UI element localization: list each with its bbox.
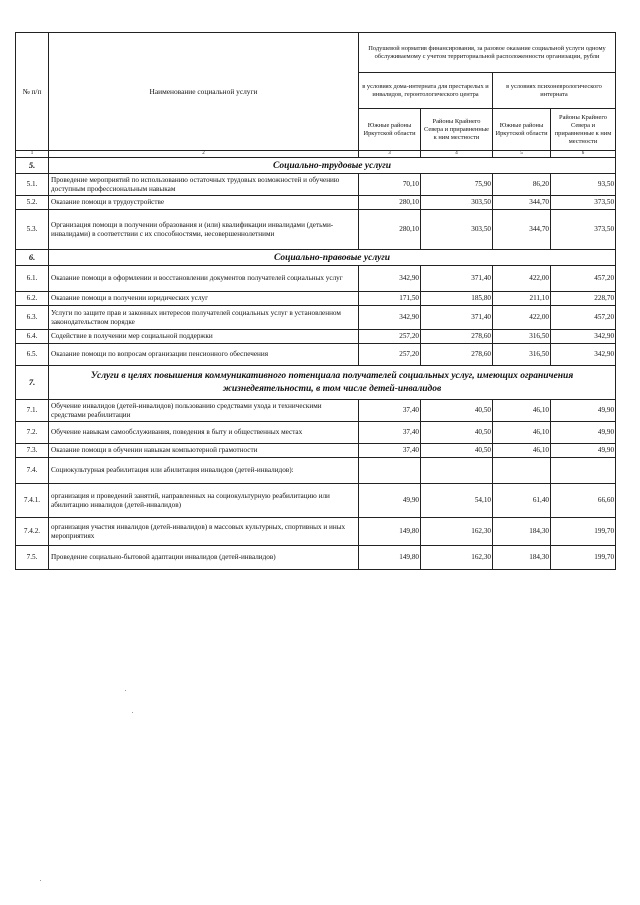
section-row — [16, 158, 616, 174]
column-number: 4 — [421, 151, 493, 158]
value-north-a: 40,50 — [421, 422, 493, 444]
row-number: 7.2. — [16, 422, 49, 444]
row-number: 6.3. — [16, 306, 49, 330]
table-row — [16, 266, 616, 292]
value-north-a: 40,50 — [421, 444, 493, 458]
value-south-b: 184,30 — [493, 546, 551, 570]
value-north-a — [421, 458, 493, 484]
service-name: Проведение социально-бытовой адаптации инвалидов (детей-инвалидов) — [49, 546, 359, 570]
header-service-name: Наименование социальной услуги — [49, 33, 359, 151]
header-south-a: Южные районы Иркутской области — [359, 109, 421, 151]
row-number: 7.4.2. — [16, 518, 49, 546]
table-row — [16, 344, 616, 366]
value-south-a: 149,80 — [359, 518, 421, 546]
table-row — [16, 292, 616, 306]
row-number: 7. — [16, 366, 49, 400]
service-name: организация участия инвалидов (детей-инвалидов) в массовых культурных, спортивных и иных мероприятиях — [49, 518, 359, 546]
scan-speck — [132, 712, 133, 713]
value-north-a: 75,90 — [421, 174, 493, 196]
value-north-b: 342,90 — [551, 344, 616, 366]
value-north-a: 162,30 — [421, 546, 493, 570]
value-north-b: 457,20 — [551, 266, 616, 292]
column-numbers-row — [16, 151, 616, 158]
value-south-b: 344,70 — [493, 210, 551, 250]
row-number: 7.3. — [16, 444, 49, 458]
value-south-b: 46,10 — [493, 400, 551, 422]
section-row — [16, 366, 616, 400]
service-name: Проведение мероприятий по использованию остаточных трудовых возможностей и обучению доступным профессиональным навыкам — [49, 174, 359, 196]
service-name: Организация помощи в получении образования и (или) квалификации инвалидами (детьми-инвалидами) в соответствии с их способностями, несовершеннолетними — [49, 210, 359, 250]
value-south-a: 342,90 — [359, 266, 421, 292]
row-number: 6.2. — [16, 292, 49, 306]
value-south-a: 37,40 — [359, 400, 421, 422]
service-name: Обучение инвалидов (детей-инвалидов) пользованию средствами ухода и техническими средствами реабилитации — [49, 400, 359, 422]
value-north-b: 49,90 — [551, 400, 616, 422]
value-north-b: 199,70 — [551, 518, 616, 546]
header-funding: Подушевой норматив финансирования, за разовое оказание социальной услуги одному обслуживаемому с учетом территориальной расположенности организации, рубли — [359, 33, 616, 73]
value-north-a: 303,50 — [421, 196, 493, 210]
value-north-b: 342,90 — [551, 330, 616, 344]
value-south-b: 184,30 — [493, 518, 551, 546]
header-group-boarding-home: в условиях дома-интерната для престарелых и инвалидов, геронтологического центра — [359, 73, 493, 109]
table-row — [16, 444, 616, 458]
row-number: 5.3. — [16, 210, 49, 250]
scan-speck — [40, 880, 41, 881]
service-name: Оказание помощи по вопросам организации пенсионного обеспечения — [49, 344, 359, 366]
header-num: № п/п — [16, 33, 49, 151]
row-number: 6.4. — [16, 330, 49, 344]
value-north-b: 66,60 — [551, 484, 616, 518]
row-number: 5. — [16, 158, 49, 174]
value-north-a: 278,60 — [421, 344, 493, 366]
value-north-a: 54,10 — [421, 484, 493, 518]
table-row — [16, 422, 616, 444]
service-name: Оказание помощи в оформлении и восстановлении документов получателей социальных услуг — [49, 266, 359, 292]
value-north-b: 199,70 — [551, 546, 616, 570]
service-name: Содействие в получении мер социальной поддержки — [49, 330, 359, 344]
value-north-b — [551, 458, 616, 484]
table-row — [16, 306, 616, 330]
value-north-a: 371,40 — [421, 266, 493, 292]
row-number: 7.5. — [16, 546, 49, 570]
table-row — [16, 400, 616, 422]
value-south-a: 171,50 — [359, 292, 421, 306]
table-row — [16, 484, 616, 518]
service-name: Оказание помощи в получении юридических услуг — [49, 292, 359, 306]
column-number: 1 — [16, 151, 49, 158]
section-row — [16, 250, 616, 266]
header-group-psycho-home: в условиях психоневрологического интерната — [493, 73, 616, 109]
value-south-b: 211,10 — [493, 292, 551, 306]
document-page — [15, 32, 615, 570]
value-north-b: 228,70 — [551, 292, 616, 306]
section-title: Социально-правовые услуги — [49, 250, 616, 266]
value-south-b: 422,00 — [493, 266, 551, 292]
header-north-a: Районы Крайнего Севера и приравненные к ним местности — [421, 109, 493, 151]
value-south-b: 61,40 — [493, 484, 551, 518]
table-row — [16, 330, 616, 344]
value-south-b: 422,00 — [493, 306, 551, 330]
section-title: Услуги в целях повышения коммуникативного потенциала получателей социальных услуг, имеющих ограничения жизнедеятельности, в том числе детей-инвалидов — [49, 366, 616, 400]
table-row — [16, 174, 616, 196]
value-south-b: 316,50 — [493, 344, 551, 366]
value-south-b: 86,20 — [493, 174, 551, 196]
value-north-b: 373,50 — [551, 210, 616, 250]
column-number: 6 — [551, 151, 616, 158]
value-south-a — [359, 458, 421, 484]
value-north-a: 303,50 — [421, 210, 493, 250]
row-number: 5.2. — [16, 196, 49, 210]
service-name: Оказание помощи в обучении навыкам компьютерной грамотности — [49, 444, 359, 458]
service-name: Оказание помощи в трудоустройстве — [49, 196, 359, 210]
value-south-a: 257,20 — [359, 344, 421, 366]
value-south-a: 280,10 — [359, 210, 421, 250]
value-south-b — [493, 458, 551, 484]
value-south-b: 46,10 — [493, 422, 551, 444]
value-south-a: 37,40 — [359, 422, 421, 444]
row-number: 6.1. — [16, 266, 49, 292]
value-north-a: 185,80 — [421, 292, 493, 306]
header-south-b: Южные районы Иркутской области — [493, 109, 551, 151]
header-north-b: Районы Крайнего Севера и приравненные к ним местности — [551, 109, 616, 151]
value-north-b: 93,50 — [551, 174, 616, 196]
row-number: 5.1. — [16, 174, 49, 196]
service-name: Обучение навыкам самообслуживания, поведения в быту и общественных местах — [49, 422, 359, 444]
value-north-b: 373,50 — [551, 196, 616, 210]
value-north-b: 49,90 — [551, 422, 616, 444]
row-number: 6. — [16, 250, 49, 266]
value-north-b: 457,20 — [551, 306, 616, 330]
service-name: организация и проведений занятий, направленных на социокультурную реабилитацию или абилитацию инвалидов (детей-инвалидов) — [49, 484, 359, 518]
table-row — [16, 196, 616, 210]
table-row — [16, 518, 616, 546]
table-row — [16, 458, 616, 484]
service-name: Социокультурная реабилитация или абилитация инвалидов (детей-инвалидов): — [49, 458, 359, 484]
column-number: 3 — [359, 151, 421, 158]
value-south-a: 49,90 — [359, 484, 421, 518]
value-north-b: 49,90 — [551, 444, 616, 458]
column-number: 5 — [493, 151, 551, 158]
table-row — [16, 210, 616, 250]
row-number: 7.4.1. — [16, 484, 49, 518]
value-south-b: 46,10 — [493, 444, 551, 458]
value-south-a: 37,40 — [359, 444, 421, 458]
service-name: Услуги по защите прав и законных интересов получателей социальных услуг в установленном законодательством порядке — [49, 306, 359, 330]
value-north-a: 278,60 — [421, 330, 493, 344]
funding-table — [15, 32, 616, 570]
value-south-a: 149,80 — [359, 546, 421, 570]
column-number: 2 — [49, 151, 359, 158]
value-north-a: 162,30 — [421, 518, 493, 546]
row-number: 7.4. — [16, 458, 49, 484]
value-south-a: 257,20 — [359, 330, 421, 344]
value-south-b: 344,70 — [493, 196, 551, 210]
value-south-a: 342,90 — [359, 306, 421, 330]
value-north-a: 371,40 — [421, 306, 493, 330]
table-row — [16, 546, 616, 570]
value-south-a: 280,10 — [359, 196, 421, 210]
row-number: 6.5. — [16, 344, 49, 366]
row-number: 7.1. — [16, 400, 49, 422]
section-title: Социально-трудовые услуги — [49, 158, 616, 174]
value-south-a: 70,10 — [359, 174, 421, 196]
value-north-a: 40,50 — [421, 400, 493, 422]
value-south-b: 316,50 — [493, 330, 551, 344]
scan-speck — [125, 690, 126, 691]
